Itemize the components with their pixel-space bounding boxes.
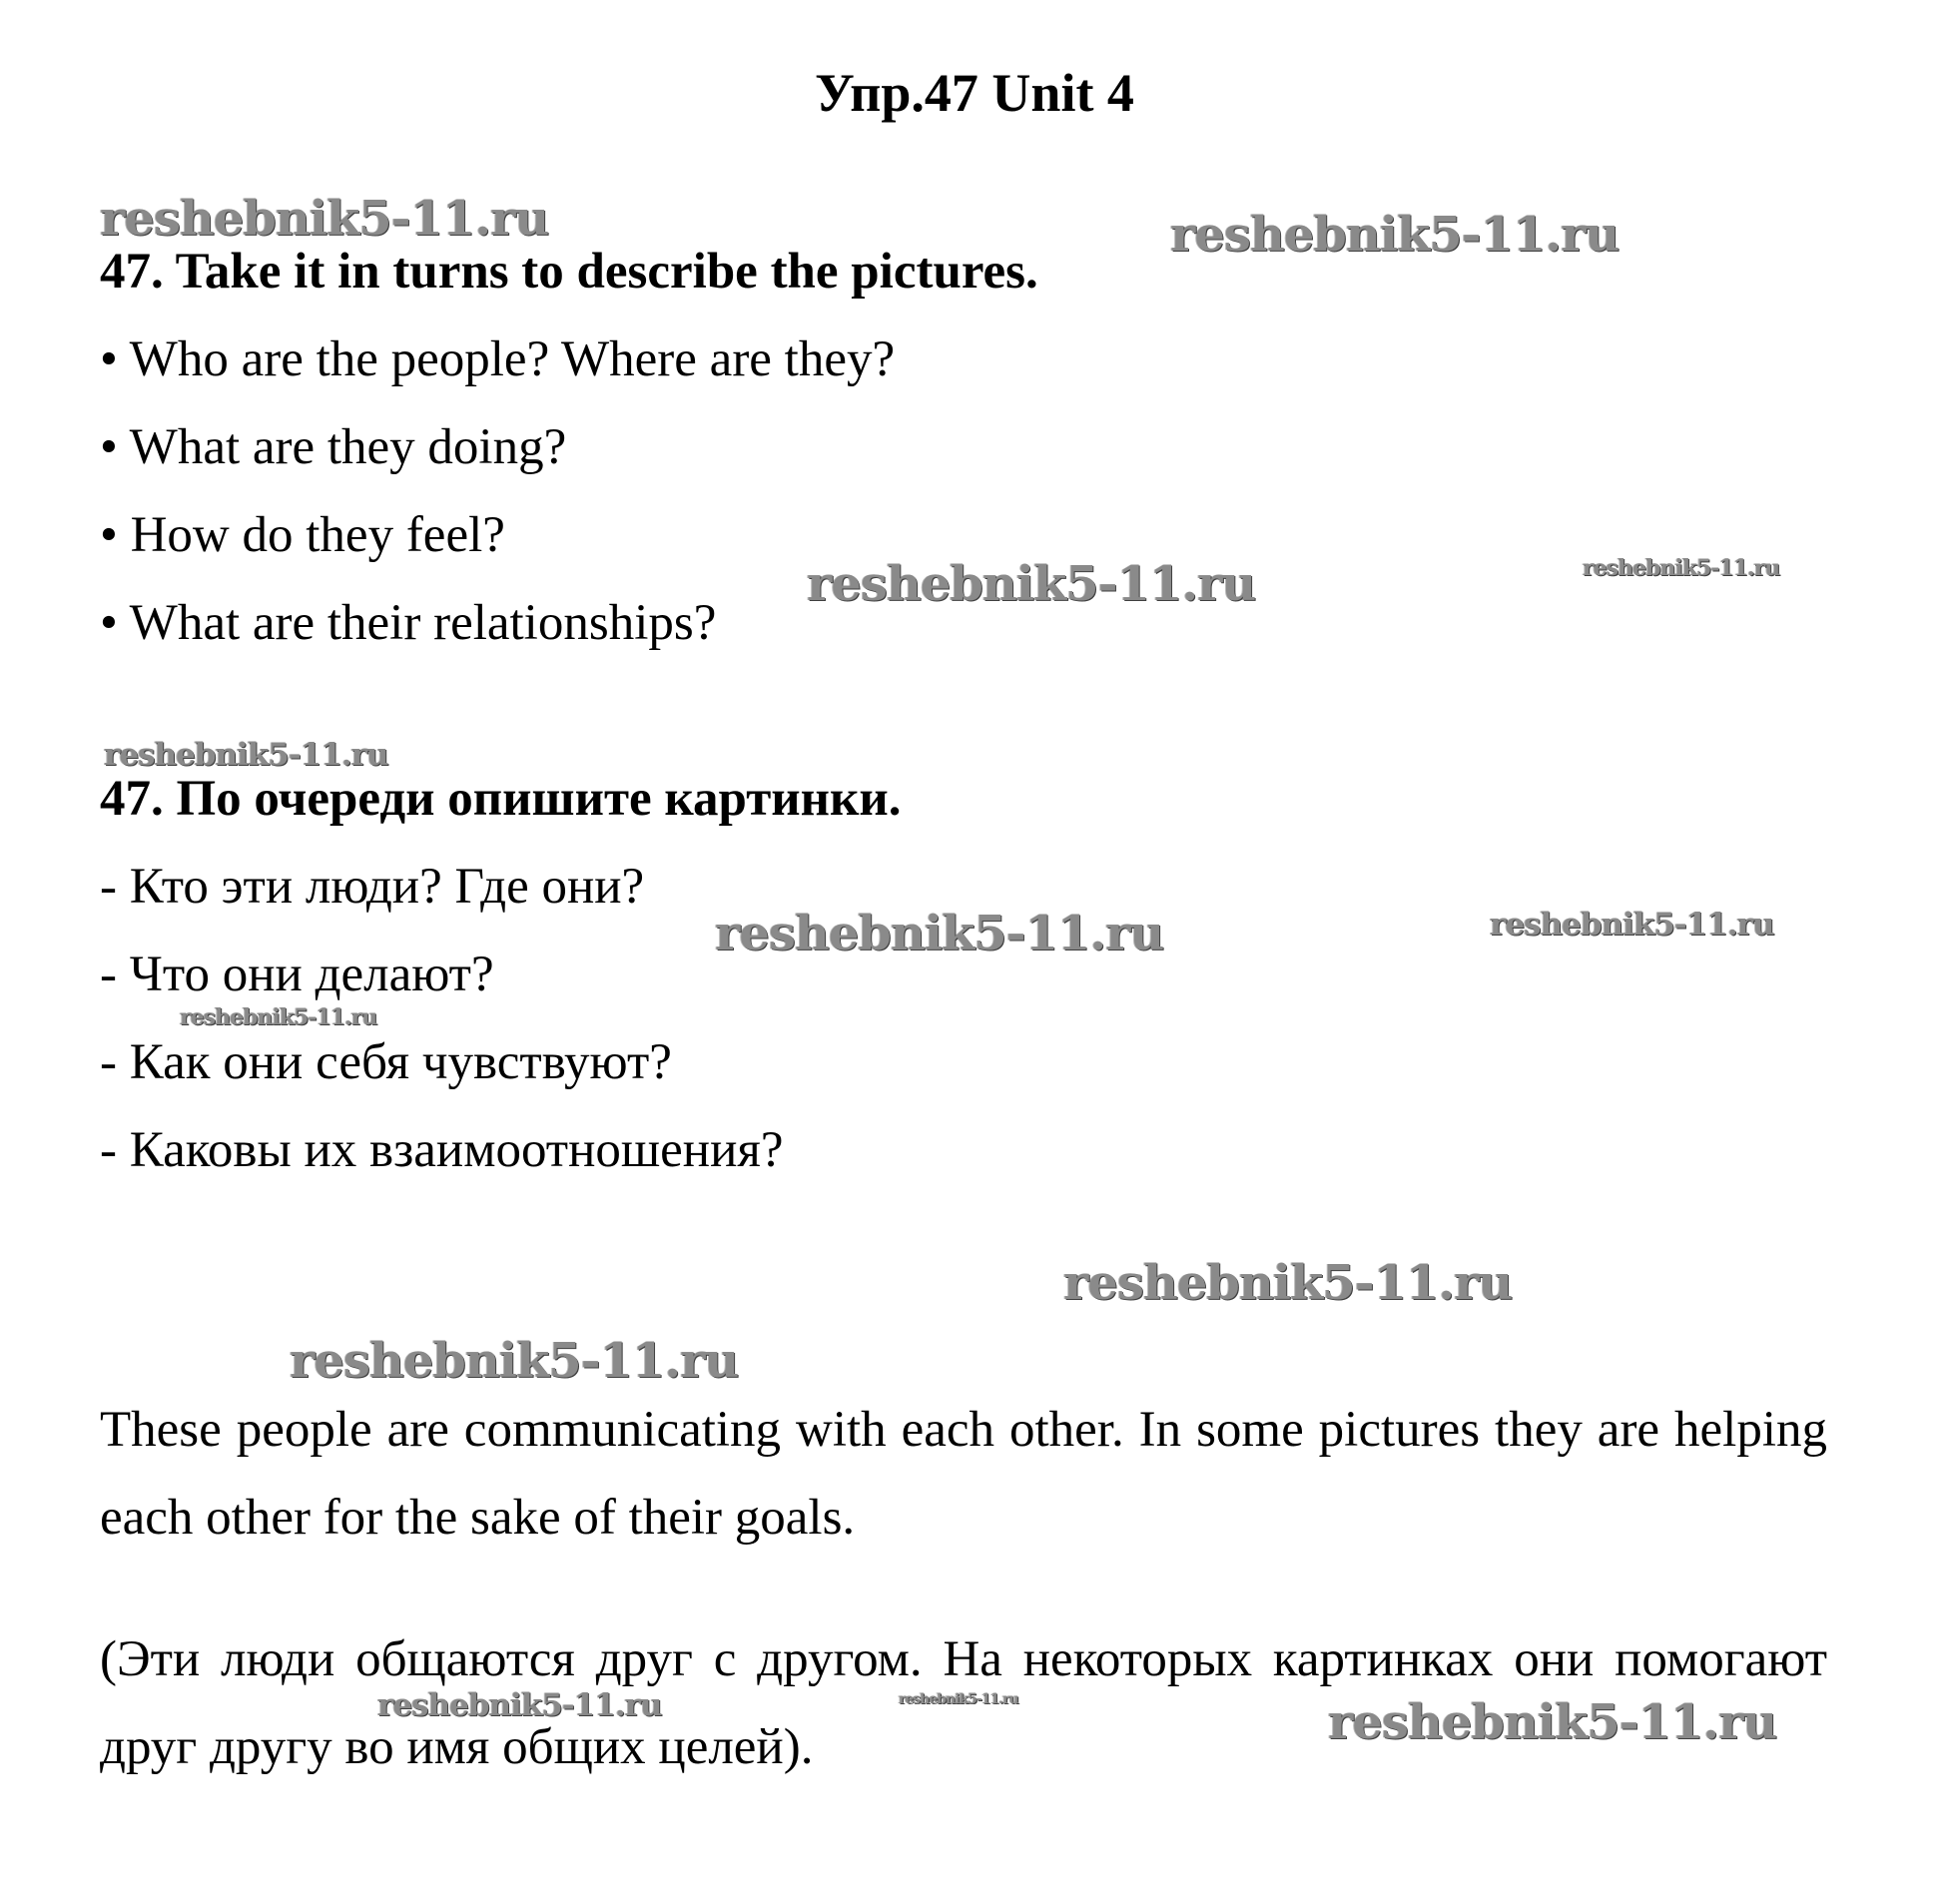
watermark: reshebnik5-11.ru [1170,207,1620,263]
english-heading: 47. Take it in turns to describe the pictures. [100,244,1038,300]
watermark: reshebnik5-11.ru [180,1004,377,1030]
page-title: Упр.47 Unit 4 [815,63,1134,123]
answer-english: These people are communicating with each other. In some pictures they are helping each other for the sake of their goals. [100,1402,1827,1546]
watermark: reshebnik5-11.ru [1583,555,1780,581]
watermark: reshebnik5-11.ru [715,906,1164,961]
russian-question-2: - Что они делают? [100,947,494,1002]
watermark: reshebnik5-11.ru [290,1333,739,1389]
watermark: reshebnik5-11.ru [899,1691,1018,1707]
russian-question-4: - Каковы их взаимоотношения? [100,1122,784,1178]
watermark: reshebnik5-11.ru [377,1687,662,1723]
watermark: reshebnik5-11.ru [1328,1694,1777,1750]
watermark: reshebnik5-11.ru [1490,907,1774,943]
watermark: reshebnik5-11.ru [1063,1255,1513,1311]
russian-heading: 47. По очереди опишите картинки. [100,771,902,827]
english-question-1: • Who are the people? Where are they? [100,331,896,387]
english-question-3: • How do they feel? [100,507,505,563]
russian-question-1: - Кто эти люди? Где они? [100,859,645,915]
english-question-4: • What are their relationships? [100,595,717,651]
russian-question-3: - Как они себя чувствуют? [100,1034,672,1090]
english-question-2: • What are they doing? [100,419,567,475]
watermark: reshebnik5-11.ru [807,556,1256,612]
watermark: reshebnik5-11.ru [104,737,388,773]
watermark: reshebnik5-11.ru [100,191,549,247]
answer-russian: (Эти люди общаются друг с другом. На некоторых картинках они помогают друг другу во имя общих целей). [100,1631,1827,1775]
